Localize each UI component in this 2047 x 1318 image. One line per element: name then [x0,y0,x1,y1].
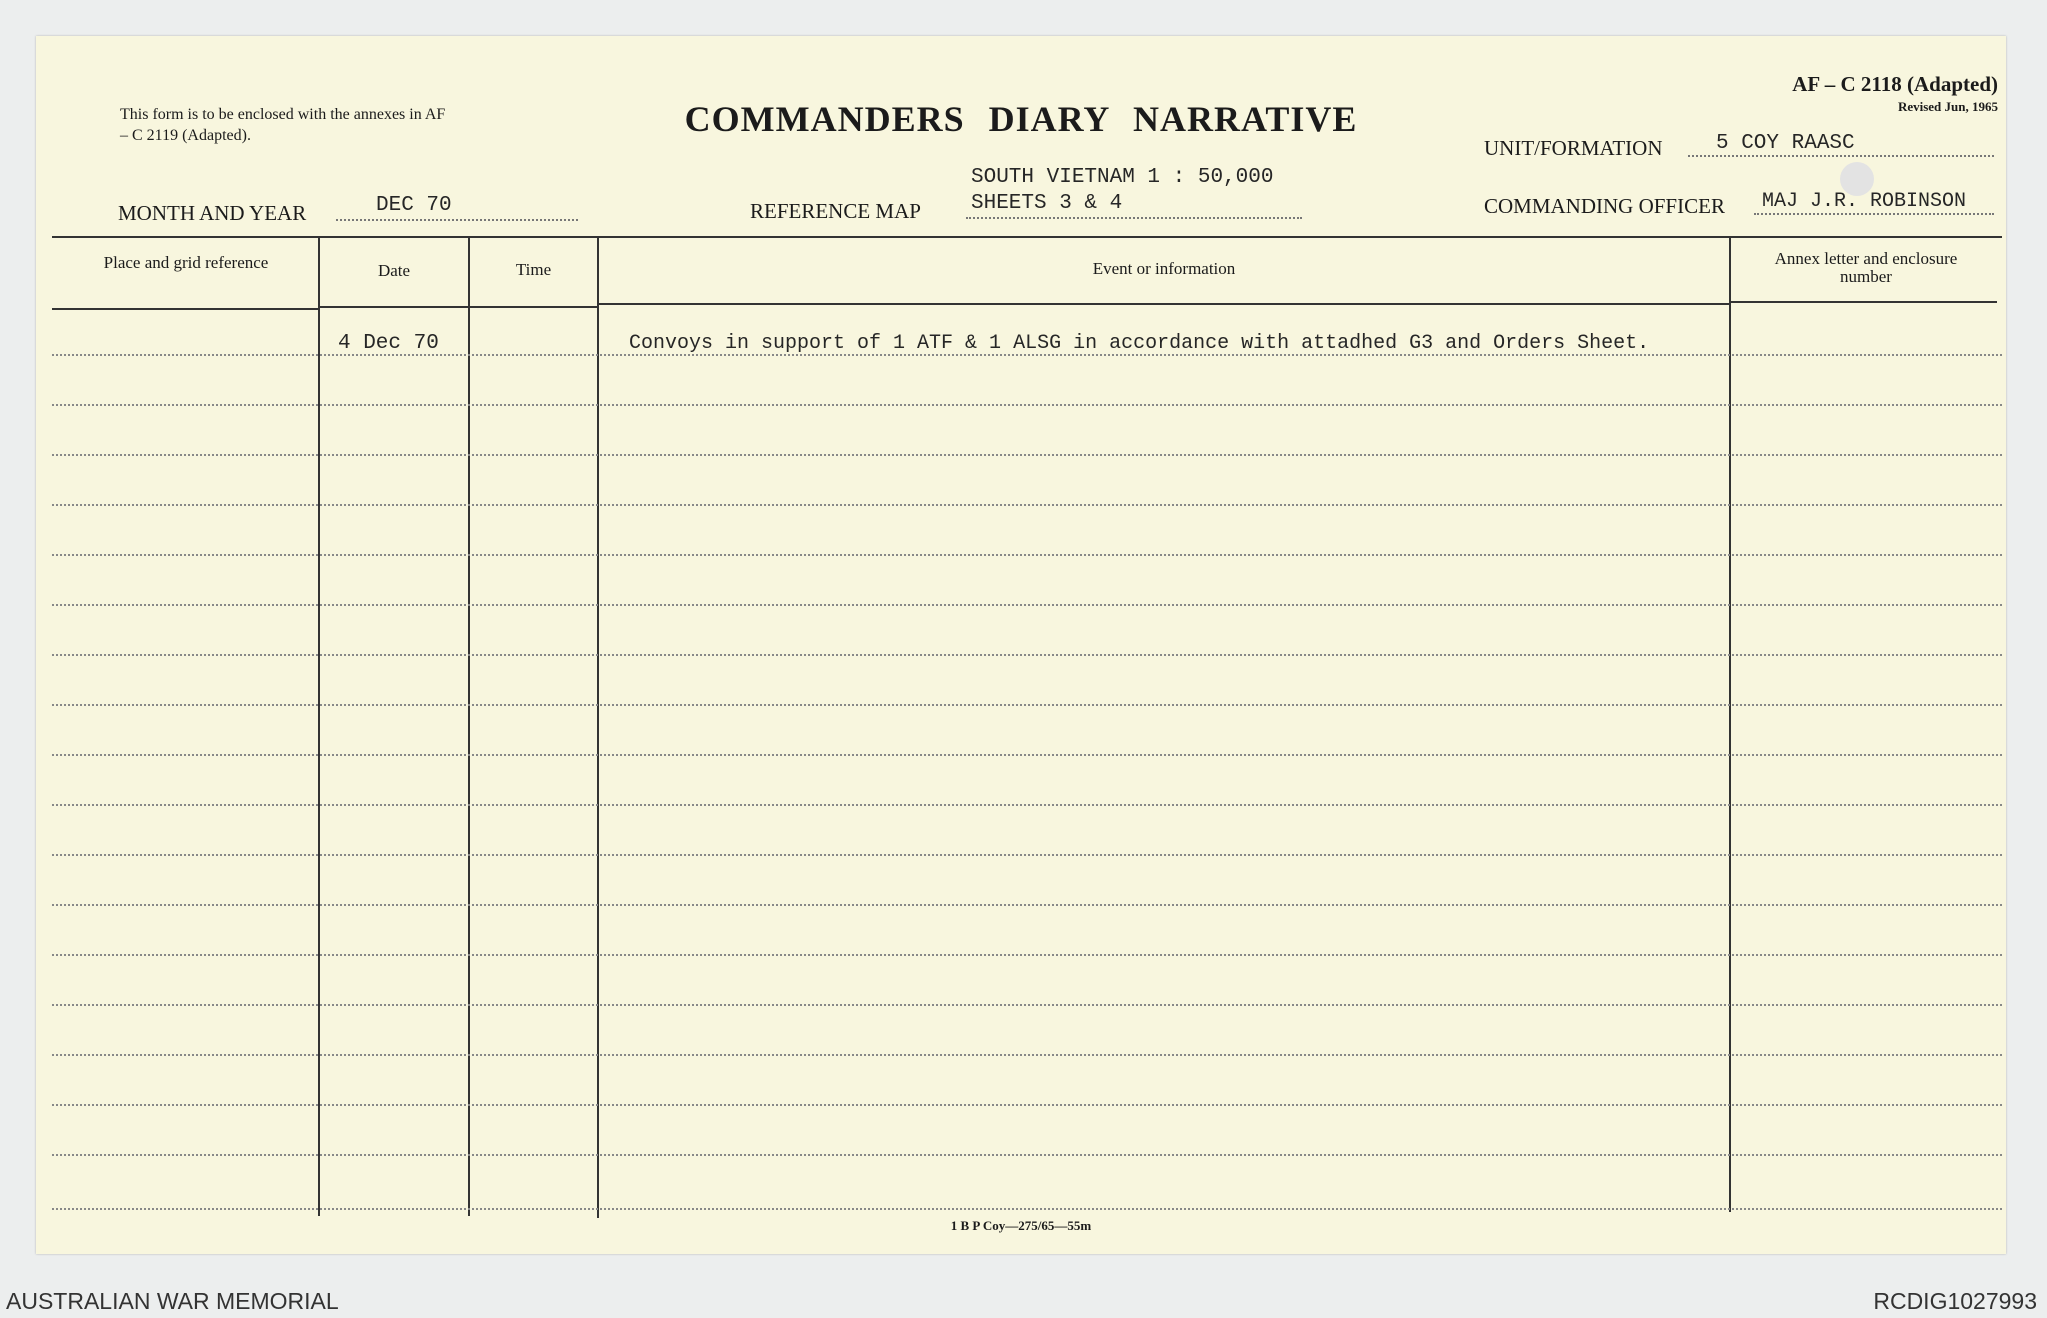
month-year-value: DEC 70 [376,194,452,217]
reference-map-label: REFERENCE MAP [750,199,921,223]
table-row-line [52,1154,2002,1156]
table-row-line [52,804,2002,806]
header-underline-place [52,308,320,310]
form-number: AF – C 2118 (Adapted) [1792,72,1998,96]
table-row-line [52,854,2002,856]
archive-caption-right: RCDIG1027993 [1873,1288,2037,1314]
form-title: COMMANDERS DIARY NARRATIVE [684,99,1358,139]
table-row-line [52,954,2002,956]
header-date: Date [377,261,411,280]
reference-map-line1: SOUTH VIETNAM 1 : 50,000 [971,166,1274,189]
column-divider-annex [1729,237,1731,1212]
table-row-line [52,704,2002,706]
unit-formation-value: 5 COY RAASC [1716,132,1855,155]
commanding-officer-value: MAJ J.R. ROBINSON [1762,190,1967,213]
table-row-line [52,1208,2002,1210]
commanding-officer-dotline [1754,213,1994,215]
archive-caption-left: AUSTRALIAN WAR MEMORIAL [6,1288,339,1314]
diary-form-sheet [36,36,2006,1254]
reference-map-dotline [966,217,1302,219]
table-top-border [52,236,2002,238]
month-year-label: MONTH AND YEAR [118,201,307,225]
reference-map-line2: SHEETS 3 & 4 [971,192,1123,215]
entry-event-text: Convoys in support of 1 ATF & 1 ALSG in accordance with attadhed G3 and Orders Sheet. [629,332,1650,355]
header-underline-annex [1731,301,1997,303]
header-event-information: Event or information [1092,259,1236,278]
table-row-line [52,554,2002,556]
column-divider-time [468,237,470,1216]
entry-date: 4 Dec 70 [338,332,439,355]
table-row-line [52,504,2002,506]
header-underline-date [320,306,468,308]
unit-formation-label: UNIT/FORMATION [1484,136,1663,160]
revision-date: Revised Jun, 1965 [1897,99,1998,114]
header-annex-enclosure: Annex letter and enclosure number [1774,249,1958,286]
header-underline-event [599,303,1729,305]
table-row-line [52,1104,2002,1106]
column-divider-date [318,237,320,1216]
month-year-dotline [336,219,578,221]
printer-code: 1 B P Coy—275/65—55m [950,1218,1092,1233]
enclosure-note: This form is to be enclosed with the annexes in AF – C 2119 (Adapted). [120,106,446,144]
table-row-line [52,904,2002,906]
table-row-line [52,404,2002,406]
column-divider-event [597,237,599,1218]
table-row-line [52,454,2002,456]
table-row-line [52,1004,2002,1006]
commanding-officer-label: COMMANDING OFFICER [1484,194,1725,218]
table-row-line [52,1054,2002,1056]
table-row-line [52,754,2002,756]
unit-formation-dotline [1688,155,1994,157]
header-time: Time [515,260,552,279]
table-row-line [52,654,2002,656]
table-row-line [52,604,2002,606]
header-place-grid-reference: Place and grid reference [103,253,269,272]
header-underline-time [470,306,597,308]
